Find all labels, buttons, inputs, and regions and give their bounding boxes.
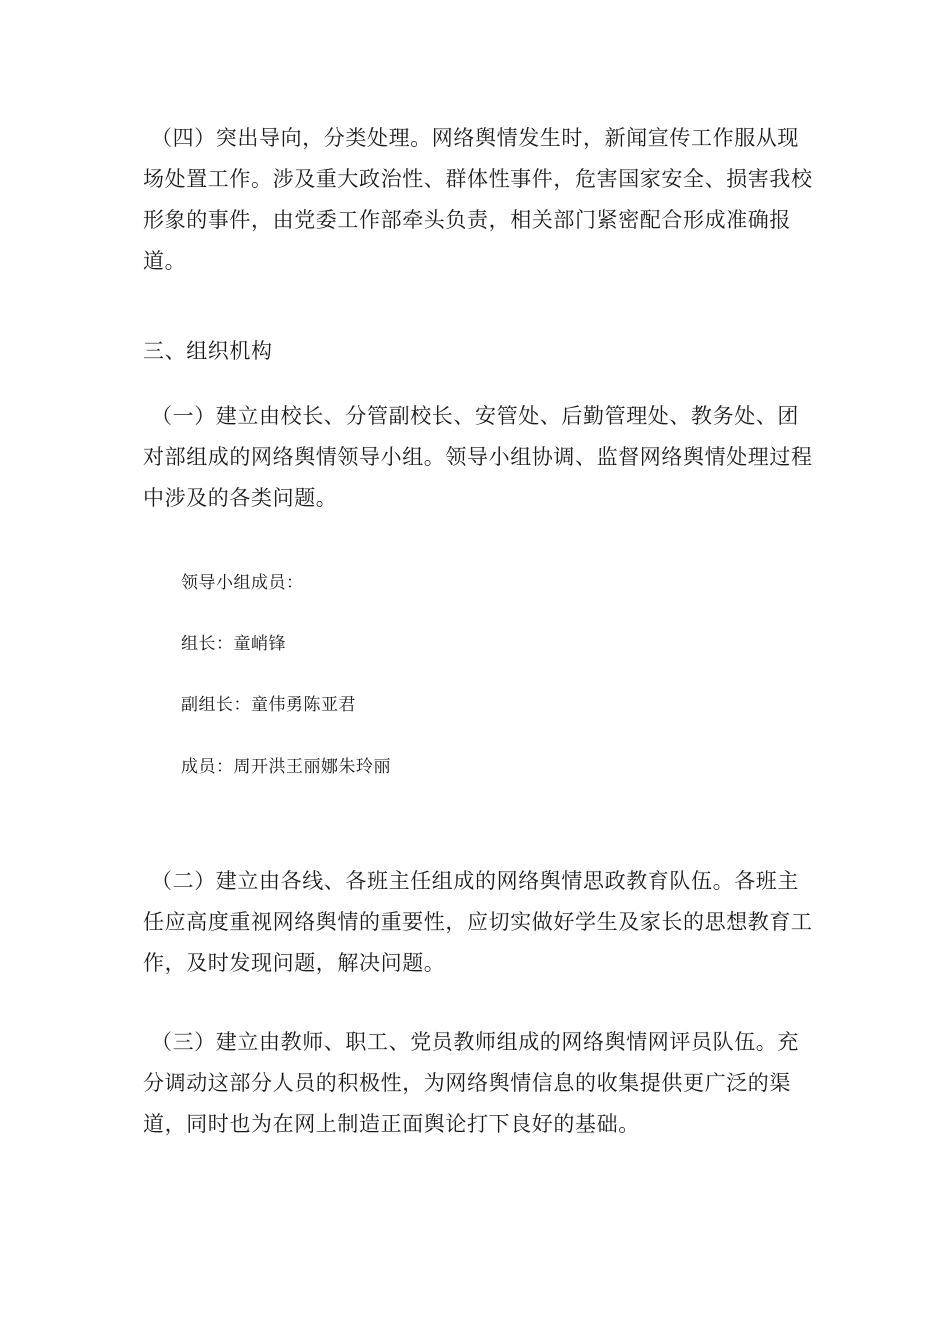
leadership-deputy: 副组长：童伟勇陈亚君 (181, 695, 356, 715)
paragraph-guidance: （四）突出导向，分类处理。网络舆情发生时，新闻宣传工作服从现场处置工作。涉及重大政治性、群体性事件，危害国家安全、损害我校形象的事件，由党委工作部牵头负责，相关部门紧密配合形成准确报道。 (143, 126, 813, 273)
leadership-leader: 组长：童峭锋 (181, 634, 286, 654)
leadership-members: 成员：周开洪王丽娜朱玲丽 (181, 757, 391, 777)
paragraph-ideological-team: （二）建立由各线、各班主任组成的网络舆情思政教育队伍。各班主任应高度重视网络舆情的重要性，应切实做好学生及家长的思想教育工作，及时发现问题，解决问题。 (143, 869, 813, 975)
section-heading-organization: 三、组织机构 (143, 339, 273, 363)
paragraph-leadership-group: （一）建立由校长、分管副校长、安管处、后勤管理处、教务处、团对部组成的网络舆情领导小组。领导小组协调、监督网络舆情处理过程中涉及的各类问题。 (143, 404, 813, 510)
paragraph-commentator-team: （三）建立由教师、职工、党员教师组成的网络舆情网评员队伍。充分调动这部分人员的积极性，为网络舆情信息的收集提供更广泛的渠道，同时也为在网上制造正面舆论打下良好的基础。 (143, 1030, 799, 1136)
leadership-members-title: 领导小组成员： (181, 573, 304, 593)
